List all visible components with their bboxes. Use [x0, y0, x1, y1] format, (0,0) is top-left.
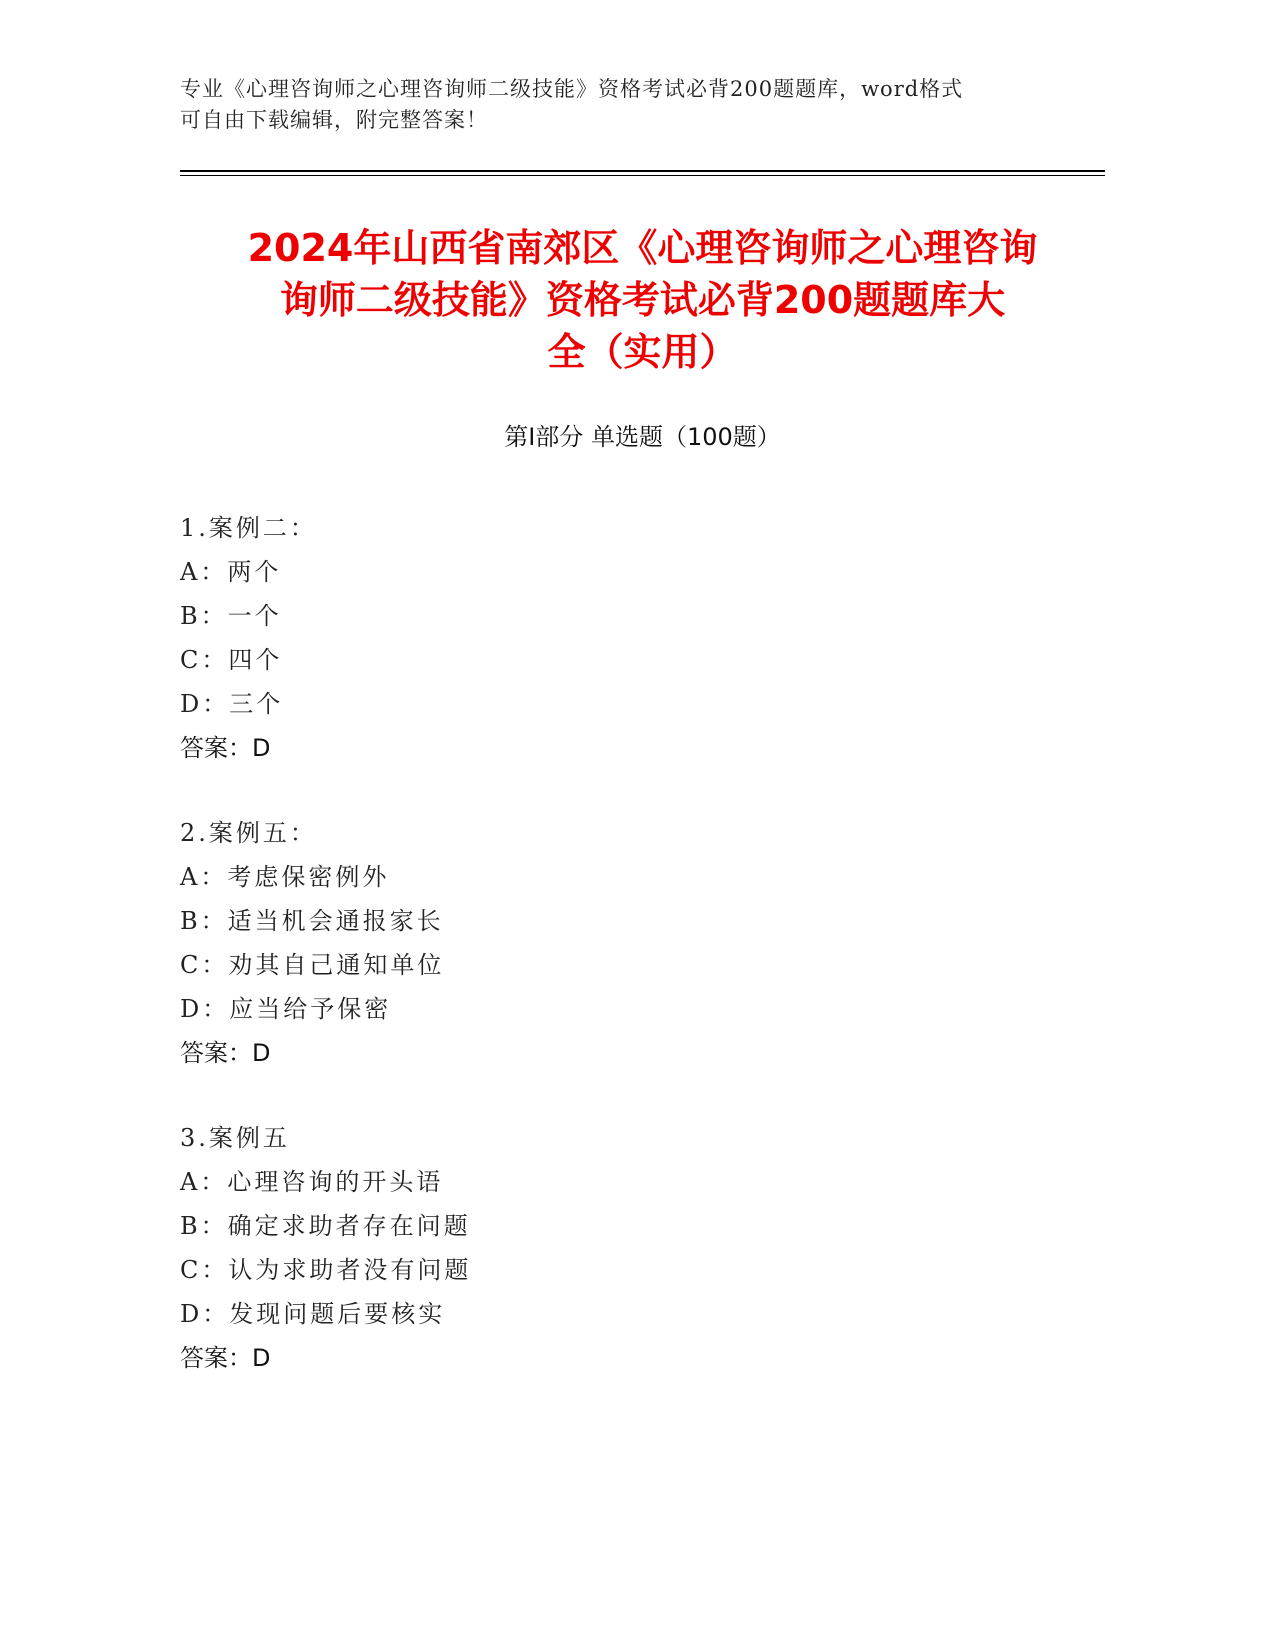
header-divider-thin — [180, 175, 1105, 176]
option-b: B：适当机会通报家长 — [180, 907, 444, 935]
question-item — [180, 1116, 1080, 1421]
section-title: 第Ⅰ部分 单选题（100题） — [504, 423, 781, 451]
option-b: B：确定求助者存在问题 — [180, 1212, 471, 1240]
option-c: C：劝其自己通知单位 — [180, 951, 445, 979]
question-item — [180, 506, 1080, 811]
option-a: A：考虑保密例外 — [180, 863, 390, 891]
question-stem: 2.案例五： — [180, 819, 317, 847]
option-b: B：一个 — [180, 602, 282, 630]
title-line-1: 2024年山西省南郊区《心理咨询师之心理咨询 — [247, 226, 1038, 270]
header-divider-thick — [180, 170, 1105, 172]
option-a: A：心理咨询的开头语 — [180, 1168, 444, 1196]
option-d: D：三个 — [180, 690, 284, 718]
answer: 答案：D — [180, 734, 271, 762]
header-line-2: 可自由下载编辑，附完整答案！ — [180, 108, 488, 132]
header-line-1: 专业《心理咨询师之心理咨询师二级技能》资格考试必背200题题库，word格式 — [180, 77, 964, 101]
option-d: D：应当给予保密 — [180, 995, 392, 1023]
document-title — [180, 222, 1105, 378]
document-header — [180, 74, 1030, 136]
option-c: C：四个 — [180, 646, 283, 674]
question-stem: 3.案例五 — [180, 1124, 290, 1152]
title-line-2: 询师二级技能》资格考试必背200题题库大 — [279, 278, 1006, 322]
answer: 答案：D — [180, 1344, 271, 1372]
option-d: D：发现问题后要核实 — [180, 1300, 446, 1328]
question-list — [180, 506, 1080, 1421]
answer: 答案：D — [180, 1039, 271, 1067]
option-a: A：两个 — [180, 558, 282, 586]
question-item — [180, 811, 1080, 1116]
title-line-3: 全（实用） — [547, 330, 738, 374]
option-c: C：认为求助者没有问题 — [180, 1256, 472, 1284]
question-stem: 1.案例二： — [180, 514, 317, 542]
